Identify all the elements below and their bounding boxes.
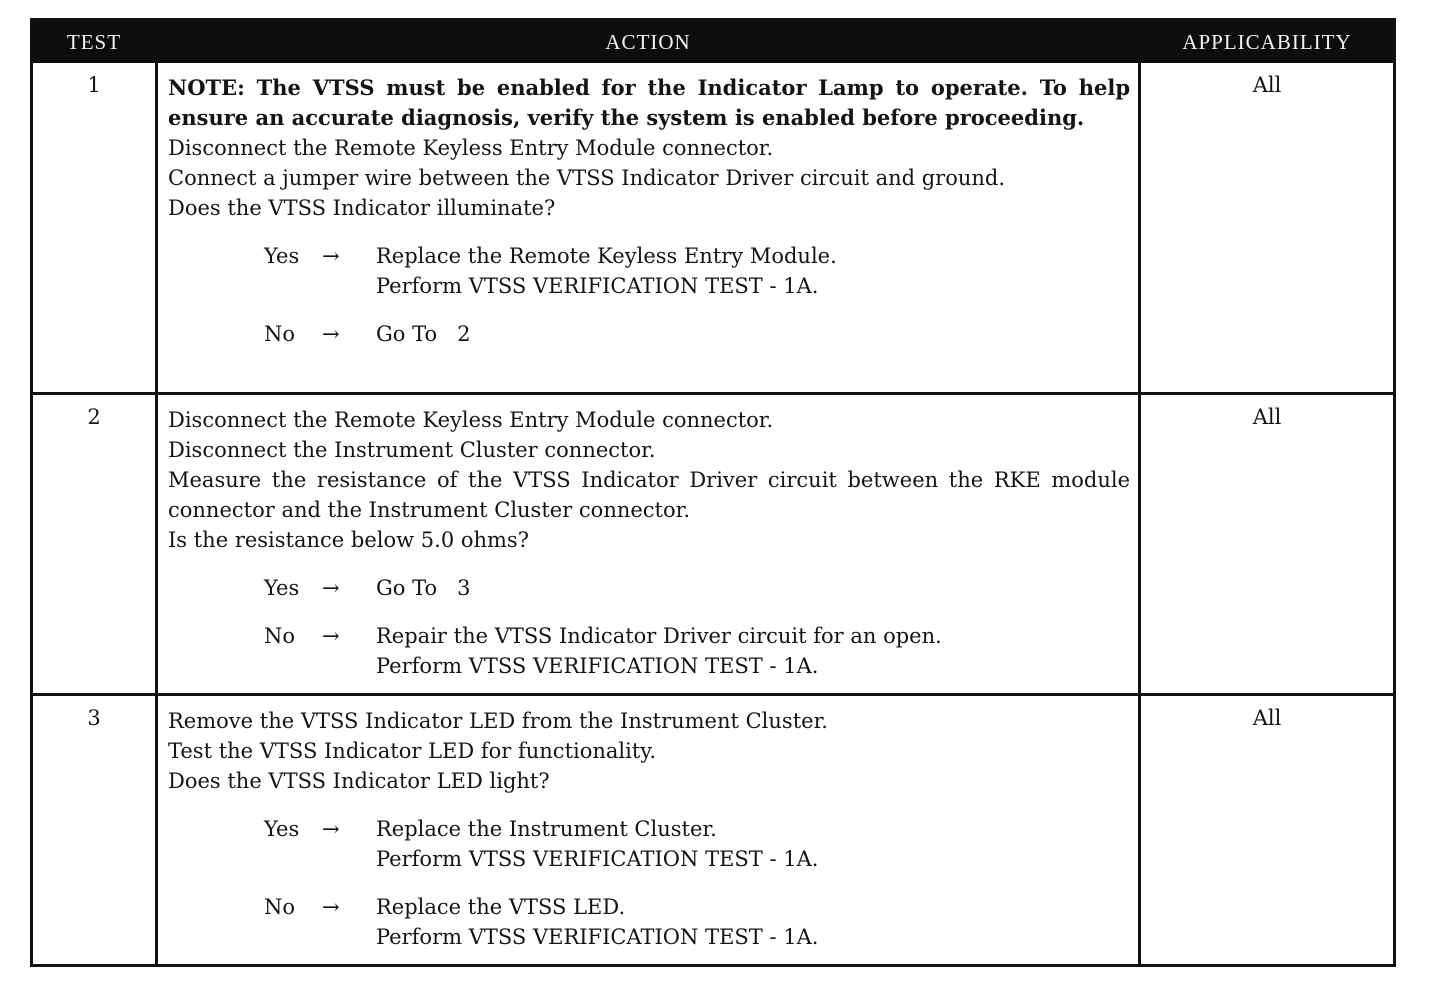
- action-cell: [155, 63, 1141, 392]
- answer-label: No: [264, 322, 296, 346]
- table-row: [33, 63, 1393, 395]
- arrow-icon: →: [322, 895, 340, 919]
- test-number: 3: [87, 706, 101, 730]
- arrow-icon: →: [322, 624, 340, 648]
- note-text: NOTE: The VTSS must be enabled for the Indicator Lamp to operate. To help ensure an accurate diagnosis, verify the system is enabled before proceeding.: [168, 75, 1130, 130]
- header-test: TEST: [66, 30, 122, 54]
- action-line: Does the VTSS Indicator LED light?: [168, 769, 550, 793]
- answer-line: Go To 3: [376, 576, 471, 600]
- action-cell: [155, 696, 1141, 964]
- answer-label: No: [264, 895, 296, 919]
- applicability-cell: All: [1252, 73, 1282, 97]
- answer-line: Perform VTSS VERIFICATION TEST - 1A.: [376, 654, 819, 678]
- answer-label: Yes: [264, 244, 300, 268]
- answer-text: [376, 814, 1130, 874]
- action-line: Measure the resistance of the VTSS Indicator Driver circuit between the RKE module connector and the Instrument Cluster connector.: [168, 468, 1130, 522]
- action-line: Connect a jumper wire between the VTSS Indicator Driver circuit and ground.: [168, 166, 1006, 190]
- answer-line: Replace the Instrument Cluster.: [376, 817, 717, 841]
- applicability-cell: All: [1252, 405, 1282, 429]
- answer-line: Replace the VTSS LED.: [376, 895, 626, 919]
- answer-line: Perform VTSS VERIFICATION TEST - 1A.: [376, 274, 819, 298]
- action-line: Disconnect the Remote Keyless Entry Module connector.: [168, 408, 774, 432]
- answer-line: Replace the Remote Keyless Entry Module.: [376, 244, 837, 268]
- answer-no: [264, 621, 1130, 681]
- answer-text: [376, 892, 1130, 952]
- action-line: Disconnect the Instrument Cluster connector.: [168, 438, 656, 462]
- answer-label: Yes: [264, 817, 300, 841]
- answer-no: [264, 892, 1130, 952]
- action-line: Test the VTSS Indicator LED for functionality.: [168, 739, 657, 763]
- answer-line: Repair the VTSS Indicator Driver circuit for an open.: [376, 624, 942, 648]
- arrow-icon: →: [322, 817, 340, 841]
- diagnostic-table: [30, 18, 1396, 967]
- answer-yes: [264, 573, 1130, 603]
- arrow-icon: →: [322, 244, 340, 268]
- action-line: Does the VTSS Indicator illuminate?: [168, 196, 556, 220]
- table-row: [33, 696, 1393, 964]
- applicability-cell: All: [1252, 706, 1282, 730]
- answer-label: Yes: [264, 576, 300, 600]
- answer-line: Go To 2: [376, 322, 471, 346]
- answer-yes: [264, 814, 1130, 874]
- answer-yes: [264, 241, 1130, 301]
- arrow-icon: →: [322, 576, 340, 600]
- answer-label: No: [264, 624, 296, 648]
- answer-text: [376, 241, 1130, 301]
- answer-line: Perform VTSS VERIFICATION TEST - 1A.: [376, 847, 819, 871]
- header-applicability: APPLICABILITY: [1182, 30, 1352, 54]
- answer-text: [376, 621, 1130, 681]
- answer-text: [376, 573, 1130, 603]
- table-header: [33, 21, 1393, 63]
- answer-text: [376, 319, 1130, 349]
- answer-line: Perform VTSS VERIFICATION TEST - 1A.: [376, 925, 819, 949]
- test-number: 2: [87, 405, 101, 429]
- answer-no: [264, 319, 1130, 349]
- arrow-icon: →: [322, 322, 340, 346]
- action-line: Is the resistance below 5.0 ohms?: [168, 528, 529, 552]
- table-row: [33, 395, 1393, 696]
- action-line: Disconnect the Remote Keyless Entry Module connector.: [168, 136, 774, 160]
- action-line: Remove the VTSS Indicator LED from the Instrument Cluster.: [168, 709, 828, 733]
- header-action: ACTION: [605, 30, 691, 54]
- action-cell: [155, 395, 1141, 693]
- test-number: 1: [87, 73, 101, 97]
